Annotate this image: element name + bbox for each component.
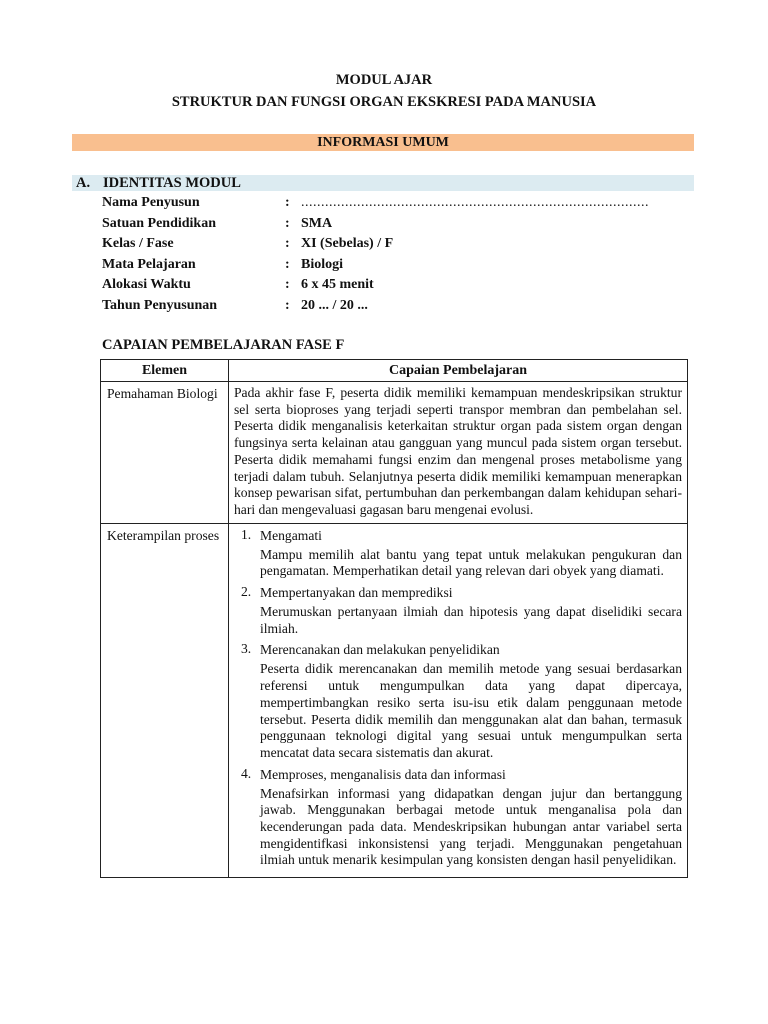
step-description: Merumuskan pertanyaan ilmiah dan hipotesis yang dapat diselidiki secara ilmiah.: [260, 604, 682, 636]
identity-label: Alokasi Waktu: [102, 277, 191, 292]
identity-colon: :: [285, 256, 290, 272]
identity-value: 6 x 45 menit: [301, 277, 374, 292]
step-number: 2.: [241, 584, 252, 600]
capaian-cell: [229, 523, 688, 878]
identity-row: [102, 236, 702, 257]
column-header-elemen: Elemen: [101, 360, 229, 382]
step-description: Mampu memilih alat bantu yang tepat untuk melakukan pengukuran dan pengamatan. Memperhatikan detail yang relevan dari obyek yang diamati.: [260, 546, 682, 579]
identity-value: SMA: [301, 215, 333, 231]
capaian-table: [100, 359, 688, 878]
table-row: [101, 523, 688, 878]
identity-colon: :: [285, 195, 290, 210]
elemen-cell: Keterampilan proses: [101, 523, 229, 878]
identity-list: [102, 195, 702, 318]
list-item: [234, 641, 682, 761]
step-title: Mempertanyakan dan memprediksi: [260, 585, 453, 601]
table-header-row: [101, 360, 688, 382]
elemen-cell: Pemahaman Biologi: [101, 382, 229, 524]
module-title: MODUL AJAR: [335, 72, 433, 88]
identity-row: [102, 257, 702, 278]
step-title: Memproses, menganalisis data dan informasi: [260, 766, 506, 782]
identity-row: [102, 195, 702, 216]
identity-colon: :: [285, 277, 290, 292]
identity-row: [102, 298, 702, 319]
capaian-heading: CAPAIAN PEMBELAJARAN FASE F: [102, 337, 345, 353]
step-number: 1.: [241, 526, 252, 542]
identity-colon: :: [285, 236, 290, 251]
list-item: [234, 766, 682, 870]
identity-label: Tahun Penyusunan: [102, 297, 218, 313]
step-title: Mengamati: [260, 527, 322, 543]
identity-label: Nama Penyusun: [102, 195, 200, 210]
identity-label: Kelas / Fase: [102, 236, 174, 251]
identity-colon: :: [285, 215, 290, 231]
list-item: [234, 527, 682, 580]
section-bar-identitas: [72, 175, 694, 191]
process-steps-list: [234, 527, 682, 870]
step-number: 3.: [241, 641, 252, 657]
capaian-cell: Pada akhir fase F, peserta didik memiliki kemampuan mendeskripsikan struktur sel serta bioproses yang terjadi seperti transpor membran dan pembelahan sel. Peserta didik menganalisis keterkaitan struktur organ pada sistem organ dengan fungsinya serta kelainan atau gangguan yang muncul pada sistem organ tersebut. Peserta didik memahami fungsi enzim dan mengenal proses metabolisme yang terjadi dalam tubuh. Selanjutnya peserta didik memiliki kemampuan menerapkan konsep pewarisan sifat, pertumbuhan dan perkembangan dalam kehidupan sehari-hari dan mengevaluasi gagasan baru mengenai evolusi.: [229, 382, 688, 524]
identity-value: XI (Sebelas) / F: [301, 236, 394, 251]
module-subtitle: STRUKTUR DAN FUNGSI ORGAN EKSKRESI PADA MANUSIA: [171, 94, 597, 110]
section-letter: A.: [76, 175, 91, 191]
identity-row: [102, 216, 702, 237]
identity-value: Biologi: [301, 256, 344, 272]
step-title: Merencanakan dan melakukan penyelidikan: [260, 642, 500, 658]
section-bar-informasi-umum: INFORMASI UMUM: [72, 134, 694, 151]
table-row: [101, 382, 688, 524]
identity-label: Satuan Pendidikan: [102, 215, 216, 231]
step-description: Menafsirkan informasi yang didapatkan dengan jujur dan bertanggung jawab. Menggunakan berbagai metode untuk menganalisa pola dan kecenderungan pada data. Mendeskripsikan hubungan antar variabel serta mengidentifkasi inkonsistensi yang terjadi. Menggunakan pengetahuan ilmiah untuk menarik kesimpulan yang konsisten dengan hasil penyelidikan.: [260, 785, 682, 868]
identity-colon: :: [285, 297, 290, 313]
identity-label: Mata Pelajaran: [102, 256, 196, 272]
identity-value: 20 ... / 20 ...: [301, 297, 368, 313]
section-heading: IDENTITAS MODUL: [103, 175, 241, 191]
identity-row: [102, 277, 702, 298]
step-number: 4.: [241, 765, 252, 781]
column-header-capaian: Capaian Pembelajaran: [229, 360, 688, 382]
identity-value: .......................................................................................: [301, 195, 649, 210]
list-item: [234, 584, 682, 637]
step-description: Peserta didik merencanakan dan memilih metode yang sesuai berdasarkan referensi untuk mengumpulkan data yang dapat dipercaya, mempertimbangkan resiko serta isu-isu etik dalam penggunaan metode tersebut. Peserta didik memilih dan menggunakan alat dan bahan, termasuk penggunaan teknologi digital yang sesuai untuk mengumpulkan serta mencatat data secara sistematis dan akurat.: [260, 661, 682, 760]
